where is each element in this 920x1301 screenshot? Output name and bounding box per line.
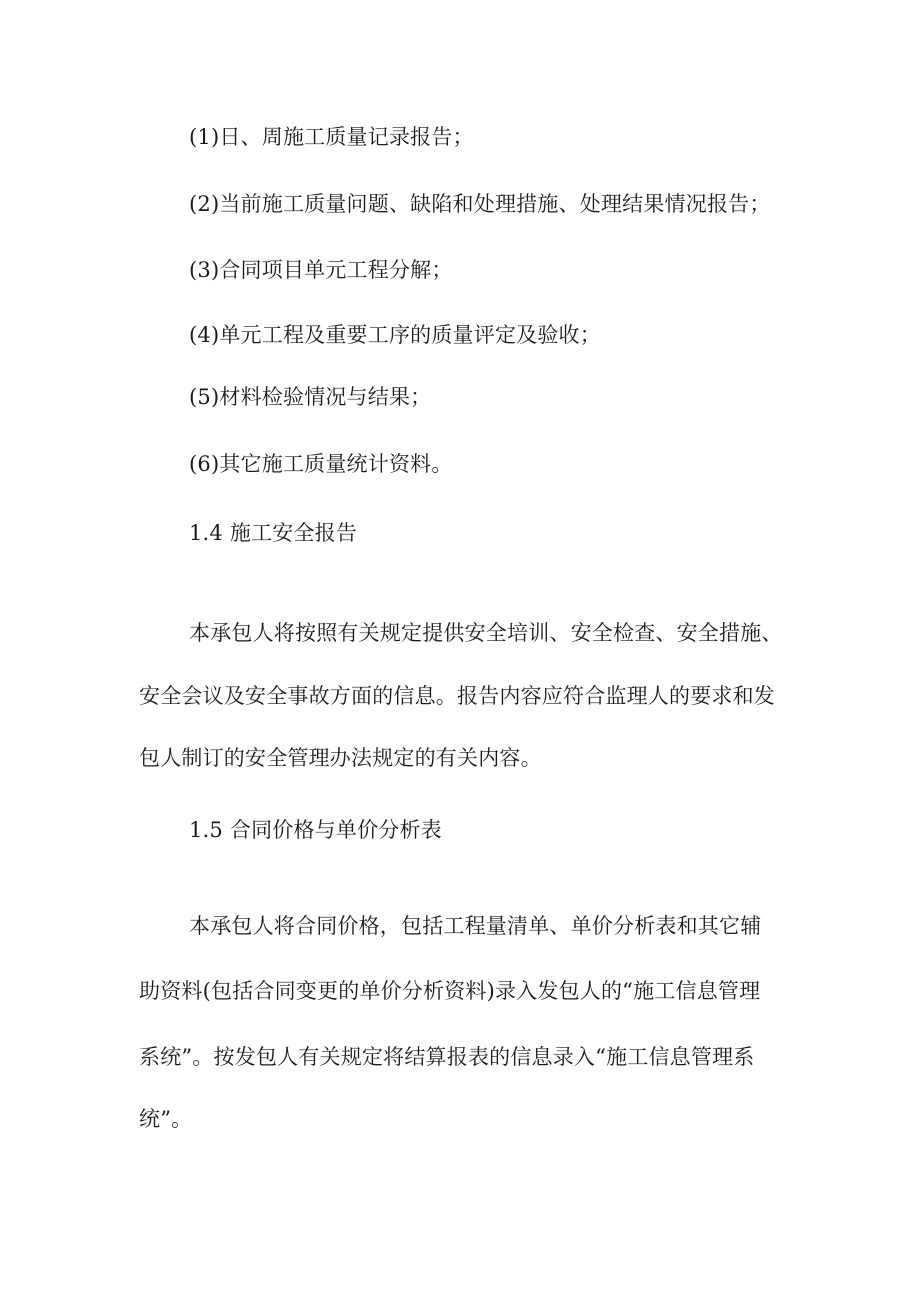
list-item-6: (6)其它施工质量统计资料。	[189, 452, 453, 476]
paragraph-line: 系统”。按发包人有关规定将结算报表的信息录入“施工信息管理系	[139, 1045, 755, 1069]
list-item-5: (5)材料检验情况与结果；	[189, 385, 432, 409]
paragraph-line: 统”。	[139, 1107, 193, 1131]
section-heading-1-4: 1.4 施工安全报告	[189, 521, 358, 545]
paragraph-line: 包人制订的安全管理办法规定的有关内容。	[139, 746, 542, 770]
paragraph-line: 本承包人将按照有关规定提供安全培训、安全检查、安全措施、	[189, 621, 783, 645]
paragraph-line: 助资料(包括合同变更的单价分析资料)录入发包人的“施工信息管理	[139, 979, 761, 1003]
paragraph-line: 本承包人将合同价格，包括工程量清单、单价分析表和其它辅	[189, 914, 762, 938]
list-item-3: (3)合同项目单元工程分解；	[189, 258, 453, 282]
list-item-4: (4)单元工程及重要工序的质量评定及验收；	[189, 323, 601, 347]
list-item-1: (1)日、周施工质量记录报告；	[189, 125, 474, 149]
paragraph-line: 安全会议及安全事故方面的信息。报告内容应符合监理人的要求和发	[139, 684, 775, 708]
list-item-2: (2)当前施工质量问题、缺陷和处理措施、处理结果情况报告；	[189, 192, 771, 216]
section-heading-1-5: 1.5 合同价格与单价分析表	[189, 818, 442, 842]
